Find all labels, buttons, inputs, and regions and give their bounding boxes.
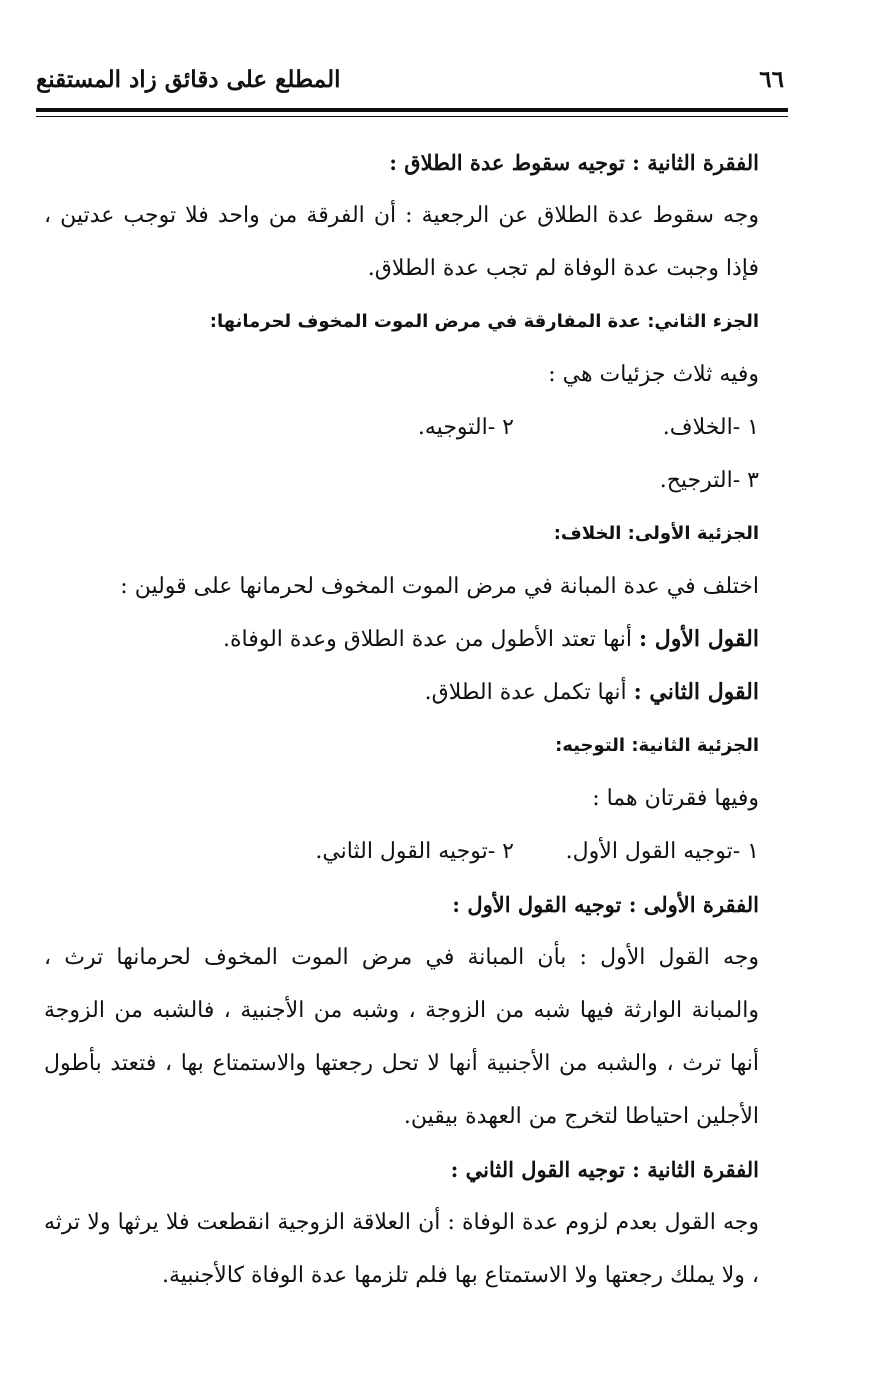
subpart-heading: الجزئية الأولى: الخلاف: <box>553 523 759 544</box>
list-item: ١ -توجيه القول الأول. <box>565 839 759 864</box>
list-item: ٢ -توجيه القول الثاني. <box>315 839 514 864</box>
book-title: المطلع على دقائق زاد المستقنع <box>36 66 341 93</box>
page-body <box>44 136 759 1302</box>
opinion-text: أنها تعتد الأطول من عدة الطلاق وعدة الوفاة. <box>222 627 639 652</box>
paragraph: وفيها فقرتان هما : <box>592 786 759 811</box>
list-item: ٣ -الترجيح. <box>659 468 759 493</box>
numbered-list-row <box>44 825 759 878</box>
subpart-heading: الجزئية الثانية: التوجيه: <box>555 735 759 756</box>
section-heading: الفقرة الأولى : توجيه القول الأول : <box>452 892 759 917</box>
opinion-label: القول الأول : <box>638 626 759 652</box>
paragraph: وجه سقوط عدة الطلاق عن الرجعية : أن الفرقة من واحد فلا توجب عدتين ، فإذا وجبت عدة الوفاة لم تجب عدة الطلاق. <box>44 203 759 281</box>
part-heading: الجزء الثاني: عدة المفارقة في مرض الموت المخوف لحرمانها: <box>209 311 759 332</box>
paragraph <box>44 613 759 666</box>
running-header <box>36 66 784 93</box>
header-rule-thick <box>36 108 788 112</box>
paragraph: وفيه ثلاث جزئيات هي : <box>548 362 759 387</box>
list-item: ١ -الخلاف. <box>662 415 759 440</box>
header-rule-thin <box>36 116 788 117</box>
paragraph: اختلف في عدة المبانة في مرض الموت المخوف لحرمانها على قولين : <box>120 574 759 599</box>
page-number: ٦٦ <box>759 66 784 93</box>
paragraph <box>44 666 759 719</box>
opinion-text: أنها تكمل عدة الطلاق. <box>424 680 634 705</box>
paragraph: وجه القول الأول : بأن المبانة في مرض الموت المخوف لحرمانها ترث ، والمبانة الوارثة فيها شبه من الزوجة ، وشبه من الأجنبية ، فالشبه من الزوجة أنها ترث ، والشبه من الأجنبية أنها لا تحل رجعتها والاستمتاع بها ، فتعتد بأطول الأجلين احتياطا لتخرج من العهدة بيقين. <box>44 945 759 1129</box>
list-item: ٢ -التوجيه. <box>417 415 514 440</box>
opinion-label: القول الثاني : <box>633 679 759 705</box>
paragraph: وجه القول بعدم لزوم عدة الوفاة : أن العلاقة الزوجية انقطعت فلا يرثها ولا ترثه ، ولا يملك رجعتها ولا الاستمتاع بها فلم تلزمها عدة الوفاة كالأجنبية. <box>44 1210 759 1288</box>
numbered-list-row <box>44 401 759 454</box>
section-heading: الفقرة الثانية : توجيه القول الثاني : <box>450 1157 759 1182</box>
section-heading: الفقرة الثانية : توجيه سقوط عدة الطلاق : <box>389 150 759 175</box>
